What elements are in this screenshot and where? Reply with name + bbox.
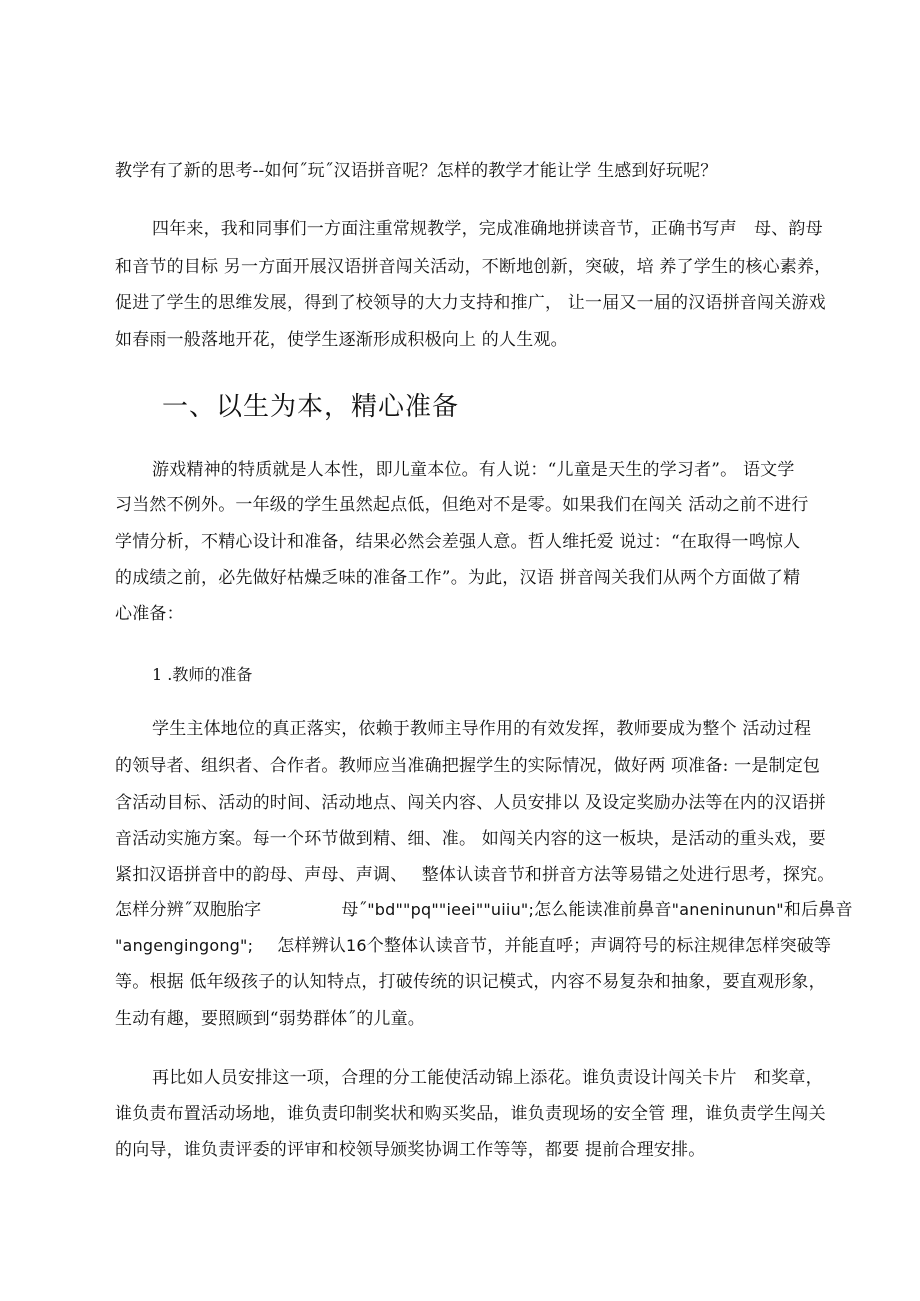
teacher-prep-line-3: 含活动目标、活动的时间、活动地点、闯关内容、人员安排以 及设定奖励办法等在内的汉语拼 [115,793,826,813]
teacher-prep-line-4: 音活动实施方案。每一个环节做到精、细、准。 如闯关内容的这一板块，是活动的重头戏，要 [115,829,826,849]
game-spirit-line-1: 游戏精神的特质就是人本性，即儿童本位。有人说：“儿童是天生的学习者”。 语文学 [152,460,795,480]
teacher-prep-line-1: 学生主体地位的真正落实，依赖于教师主导作用的有效发挥，教师要成为整个 活动过程 [152,719,812,739]
subheading-teacher-prep: 1 .教师的准备 [152,665,253,684]
line7-part-b: 个整体认读音节，并能直呼；声调符号的标注规律怎样突破等 [366,936,832,956]
game-spirit-line-3: 学情分析，不精心设计和准备，结果必然会差强人意。哲人维托爱 说过：“在取得一鸣惊人 [115,532,801,552]
teacher-prep-line-8: 等。根据 低年级孩子的认知特点，打破传统的识记模式，内容不易复杂和抽象，要直观形象， [115,972,826,992]
teacher-prep-line-7 [115,935,831,957]
teacher-prep-line-5: 紧扣汉语拼音中的韵母、声母、声调、 整体认读音节和拼音方法等易错之处进行思考，探究。 [115,865,835,885]
game-spirit-line-5: 心准备： [115,604,184,624]
section-heading: 一、以生为本，精心准备 [162,392,460,422]
game-spirit-line-4: 的成绩之前，必先做好枯燥乏味的准备工作”。为此，汉语 拼音闯关我们从两个方面做了精 [115,568,801,588]
staffing-line-3: 的向导，谁负责评委的评审和校领导颁奖协调工作等等，都要 提前合理安排。 [115,1140,706,1160]
line6-front-nasal: "aneninunun" [671,900,784,919]
line6-part-a: 怎样分辨˝双胞胎字 [115,900,262,920]
game-spirit-line-2: 习当然不例外。一年级的学生虽然起点低，但绝对不是零。如果我们在闯关 活动之前不进行 [115,495,809,515]
line7-part-a: 怎样辨认 [277,936,346,956]
staffing-line-1: 再比如人员安排这一项，合理的分工能使活动锦上添花。谁负责设计闯关卡片 和奖章， [152,1068,823,1088]
line6-part-c: 怎么能读准前鼻音 [534,900,672,920]
four-years-line-2: 和音节的目标 另一方面开展汉语拼音闯关活动，不断地创新，突破，培 养了学生的核心素养， [115,257,832,277]
line7-back-nasal: "angengingong"; [115,936,254,955]
line6-pinyin-pairs: "bd""pq""ieei""uiiu"; [367,900,535,919]
teacher-prep-line-9: 生动有趣，要照顾到“弱势群体˝的儿童。 [115,1009,425,1029]
line7-number: 16 [346,936,367,955]
four-years-line-4: 如春雨一般落地开花，使学生逐渐形成积极向上 的人生观。 [115,330,568,350]
line6-part-d: 和后鼻音 [783,900,853,920]
intro-line-1: 教学有了新的思考--如何˝玩˝汉语拼音呢？怎样的教学才能让学 生感到好玩呢？ [115,161,718,181]
line6-part-b: 母˝ [341,900,368,920]
four-years-line-3: 促进了学生的思维发展，得到了校领导的大力支持和推广， 让一届又一届的汉语拼音闯关游戏 [115,293,826,313]
four-years-line-1: 四年来，我和同事们一方面注重常规教学，完成准确地拼读音节，正确书写声 母、韵母 [152,219,823,239]
teacher-prep-line-6 [115,899,853,921]
teacher-prep-line-2: 的领导者、组织者、合作者。教师应当准确把握学生的实际情况，做好两 项准备: 一是制定包 [115,756,821,776]
staffing-line-2: 谁负责布置活动场地，谁负责印制奖状和购买奖品，谁负责现场的安全管 理，谁负责学生闯关 [115,1104,826,1124]
